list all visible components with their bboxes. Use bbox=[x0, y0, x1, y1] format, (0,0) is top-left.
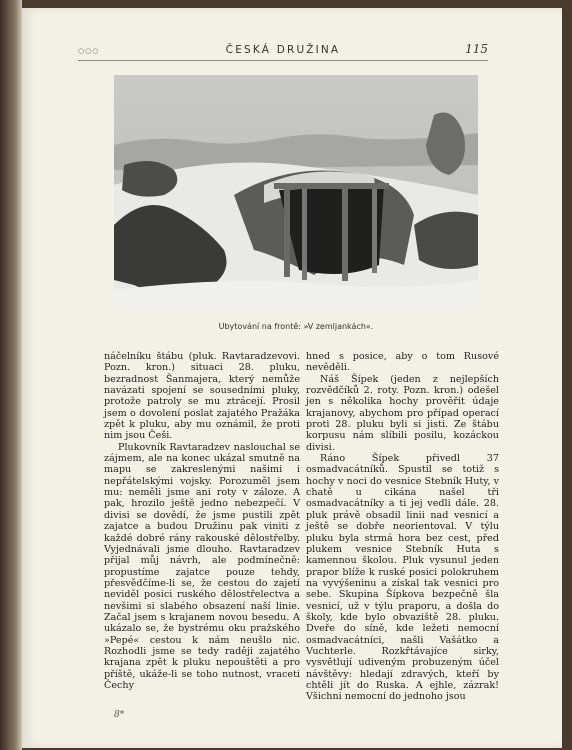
printer-signature-mark: 8* bbox=[114, 710, 125, 720]
page-header bbox=[78, 42, 488, 62]
paragraph: hned s posice, aby o tom Rusové nevěděli. bbox=[306, 351, 499, 374]
running-title: ČESKÁ DRUŽINA bbox=[225, 44, 341, 56]
figure-caption: Ubytování na frontě: »V zemljankách«. bbox=[218, 322, 374, 331]
right-column bbox=[306, 351, 499, 703]
paragraph: Náš Šípek (jeden z nejlepších rozvědčíků 2. roty. Pozn. kron.) odešel jen s několika hochy prověřit údaje krajanovy, abychom pro případ operací proti 28. pluku byli si jisti. Ze štábu korpusu nám slíbili posilu, kozáckou divisi. bbox=[306, 373, 499, 453]
page-number: 115 bbox=[465, 42, 488, 56]
book-gutter bbox=[0, 0, 22, 750]
dugout-photo bbox=[114, 75, 478, 311]
paragraph: náčelníku štábu (pluk. Ravtaradzevovi. Pozn. kron.) situaci 28. pluku, bezradnost Šanmajera, který nemůže navázati spojení se sousedními pluky, protože patroly se mu ztrácejí. Prosil jsem o dovolení poslat zajatého Pražáka zpět k pluku, aby mu oznámil, že proti nim jsou Češi. bbox=[104, 351, 300, 442]
left-column bbox=[104, 351, 300, 691]
paragraph: Ráno Šípek přivedl 37 osmadvacátníků. Spustil se totiž s hochy v noci do vesnice Stebník Huty, v chatě u cikána našel tři osmadvacátníky a ti jej vedli dále. 28. pluk právě obsadil linii nad vesnicí a ještě se dobře neorientoval. V týlu pluku byla strmá hora bez cest, před plukem vesnice Stebník Huta s kamennou školou. Pluk vysunul jeden prapor blíže k ruské posici polokruhem na vyvýšeninu a získal tak vesnici pro sebe. Skupina Šípkova bezpečně šla vesnicí, už v týlu praporu, a došla do školy, kde bylo obvaziště 28. pluku. Dveře do síně, kde ležeti nemocní osmadvacátníci, našli Vašátko a Vuchterle. Rozkřtávajíce sirky, vysvětlují udiveným probuzeným účel návštěvy: hledají zdravých, kteří by chtěli jít do Ruska. A ejhle, zázrak! Všichni nemocní do jednoho jsou bbox=[306, 453, 499, 703]
header-rule bbox=[78, 60, 488, 61]
header-ornament: ○○○ bbox=[78, 47, 100, 55]
paragraph: Plukovník Ravtaradzev naslouchal se zájmem, ale na konec ukázal smutně na mapu se zakreslenými našimi i nepřátelskými vojsky. Porozuměl jsem mu: neměli jsme ani roty v záloze. A pak, hrozilo ještě jedno nebezpečí. V divisi se dovědí, že jsme pustili zpět zajatce a budou Družinu pak viniti z každé dobré rány rakouské dělostřelby. Vyjednávali jsme dlouho. Ravtaradzev přijal můj návrh, ale podmínečně: propustíme zajatce pouze tehdy, přesvědčíme-li se, že cestou do zajetí neviděl posici ruského dělostřelectva a nevšimi si slabého obsazení naší linie. Začal jsem s krajanem novou besedu. A ukázalo se, že bystrému oku pražského »Pepé« cestou k nám neušlo nic. Rozhodli jsme se tedy raději zajatého krajana zpět k pluku nepouštěti a pro příště, ukáže-li se toho nutnost, vraceti Čechy bbox=[104, 441, 300, 691]
